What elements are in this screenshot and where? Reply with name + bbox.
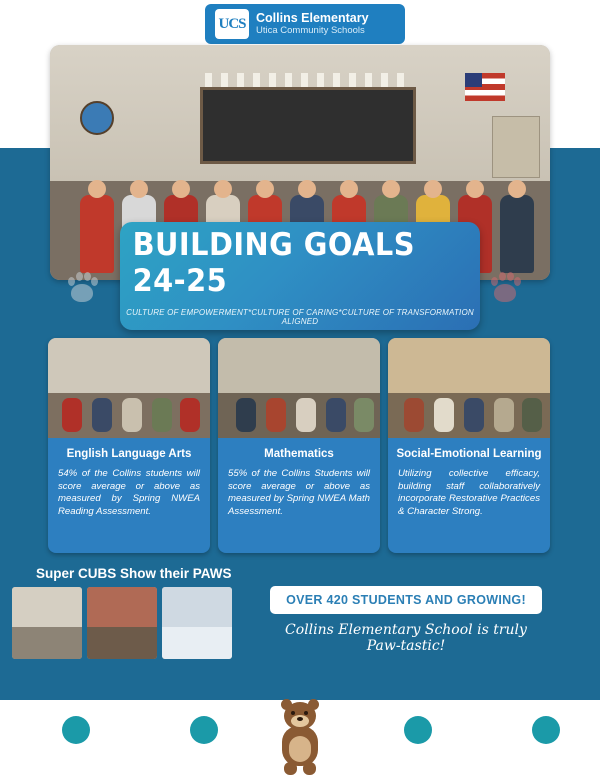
us-flag-icon [465,73,505,101]
enrollment-banner [270,586,542,614]
goal-card-title: Mathematics [264,448,334,460]
ucs-logo-icon: UCS [215,9,249,39]
school-logo-header [205,4,405,44]
tagline-script: Collins Elementary School is truly Paw-tastic! [285,622,527,654]
goal-card-photo [48,338,210,438]
header-text-block [256,12,369,35]
goal-card-sel [388,338,550,553]
goal-card-body: 55% of the Collins Students will score average or above as measured by Spring NWEA Math Assessment. [228,468,370,517]
goal-card-body: Utilizing collective efficacy, building staff collaboratively incorporate Restorative Practices & Character Strong. [398,468,540,517]
page-title: BUILDING GOALS 24-25 [132,226,415,299]
paw-print-icon [487,270,523,306]
goal-card-math [218,338,380,553]
hero-chalkboard [200,87,416,164]
teal-dot-decoration [404,716,432,744]
cubs-thumbnail-row [12,587,234,659]
bear-cub-mascot-icon [272,700,328,776]
teal-dot-decoration [532,716,560,744]
goal-card-ela [48,338,210,553]
goal-cards-row [48,338,552,553]
goal-card-title: English Language Arts [66,448,192,460]
cubs-thumbnail [12,587,82,659]
goal-card-title: Social-Emotional Learning [396,448,542,460]
enrollment-banner-text: OVER 420 STUDENTS AND GROWING! [286,593,526,607]
hero-cabinet [492,116,540,178]
super-cubs-heading: Super CUBS Show their PAWS [36,566,232,581]
teal-dot-decoration [62,716,90,744]
building-goals-banner [120,222,480,330]
goal-card-photo [388,338,550,438]
goal-card-photo [218,338,380,438]
school-name: Collins Elementary [256,11,369,26]
cubs-thumbnail [162,587,232,659]
teal-dot-decoration [190,716,218,744]
hero-student [80,195,114,273]
district-name: Utica Community Schools [256,24,365,36]
paw-print-icon [64,270,100,306]
goals-subtitle: CULTURE OF EMPOWERMENT*CULTURE OF CARING*CULTURE OF TRANSFORMATION ALIGNED [126,307,474,326]
goal-card-body: 54% of the Collins students will score average or above as measured by Spring NWEA Reading Assessment. [58,468,200,517]
cubs-thumbnail [87,587,157,659]
hero-student [500,195,534,273]
